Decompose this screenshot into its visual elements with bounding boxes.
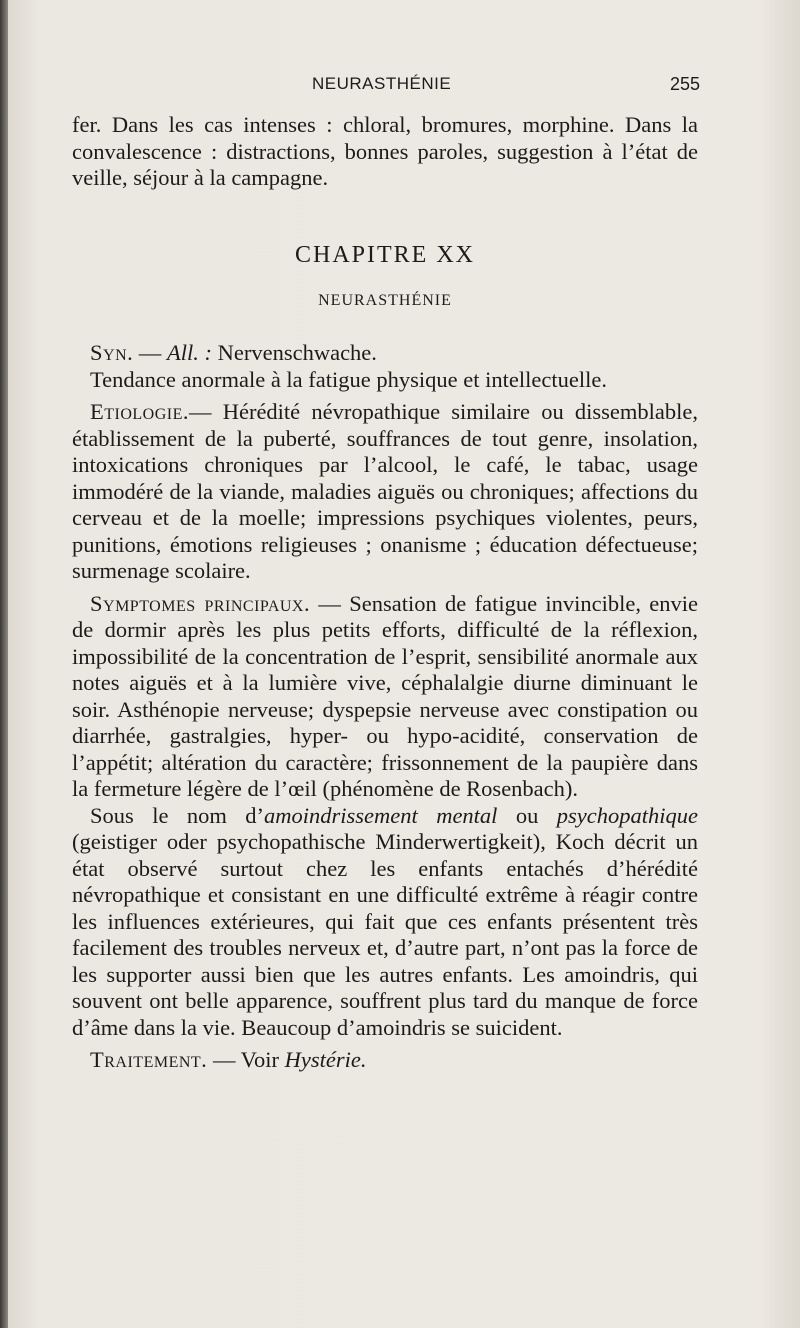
page-body <box>72 112 698 1074</box>
intro-paragraph: fer. Dans les cas intenses : chloral, bromures, morphine. Dans la convalescence : distractions, bonnes paroles, suggestion à l’état de veille, séjour à la campagne. <box>72 112 698 190</box>
traitement-label: Traitement. <box>90 1047 208 1072</box>
traitement-reference: Hystérie. <box>284 1047 367 1072</box>
syn-dash: — <box>133 340 167 365</box>
symptomes-paragraph <box>72 591 698 803</box>
chapter-subtitle: NEURASTHÉNIE <box>318 291 452 309</box>
running-head-title: NEURASTHÉNIE <box>312 74 452 93</box>
amoindrissement-text: (geistiger oder psychopathische Minderwertigkeit), Koch décrit un état observé surtout chez les enfants entachés d’hérédité névropathique et consistant en une difficulté extrême à réagir contre les influences extérieures, qui fait que ces enfants présentent très facilement des troubles nerveux et, d’autre part, n’ont pas la force de les supporter aussi bien que les autres enfants. Les amoindris, qui souvent ont belle apparence, souffrent plus tard du manque de force d’âme dans la vie. Beaucoup d’amoindris se suicident. <box>72 829 698 1040</box>
etiologie-label: Etiologie. <box>90 399 190 424</box>
amoindrissement-term2: psychopathique <box>556 802 698 828</box>
amoindrissement-term: amoindrissement mental <box>264 802 498 828</box>
chapter-heading: CHAPITRE XX <box>294 241 475 268</box>
syn-text: Nervenschwache. <box>212 340 377 365</box>
symptomes-label: Symptomes principaux. <box>90 590 311 616</box>
page-number: 255 <box>669 74 700 94</box>
etiologie-text: — Hérédité névropathique similaire ou dissemblable, établissement de la puberté, souffrances de tout genre, insolation, intoxications chroniques par l’alcool, le café, le tabac, usage immodéré de la viande, maladies aiguës ou chroniques; affections du cerveau et de la moelle; impressions psychiques violentes, peurs, punitions, émotions religieuses ; onanisme ; éducation défectueuse; surmenage scolaire. <box>72 399 698 583</box>
traitement-paragraph <box>72 1047 698 1074</box>
amoindrissement-mid: ou <box>497 802 557 828</box>
definition-paragraph: Tendance anormale à la fatigue physique et intellectuelle. <box>90 366 607 392</box>
amoindrissement-lead: Sous le nom d’ <box>90 802 265 828</box>
traitement-text: — Voir <box>207 1047 285 1072</box>
running-head <box>72 74 700 100</box>
etiologie-paragraph <box>72 399 698 585</box>
symptomes-text: — Sensation de fatigue invincible, envie de dormir après les plus petits efforts, difficulté de la réflexion, impossibilité de la concentration de l’esprit, sensibilité anormale aux notes aiguës et à la lumière vive, céphalalgie diurne diminuant le soir. Asthénopie nerveuse; dyspepsie nerveuse avec constipation ou diarrhée, gastralgies, hyper- ou hypo-acidité, conservation de l’appétit; altération du caractère; frissonnement de la paupière dans la fermeture légère de l’œil (phénomène de Rosenbach). <box>72 590 699 801</box>
amoindrissement-paragraph <box>72 803 698 1042</box>
synonym-paragraph <box>72 340 698 367</box>
syn-language: All. : <box>167 340 212 365</box>
syn-label: Syn. <box>90 340 134 365</box>
page-binding-edge <box>0 0 8 1328</box>
